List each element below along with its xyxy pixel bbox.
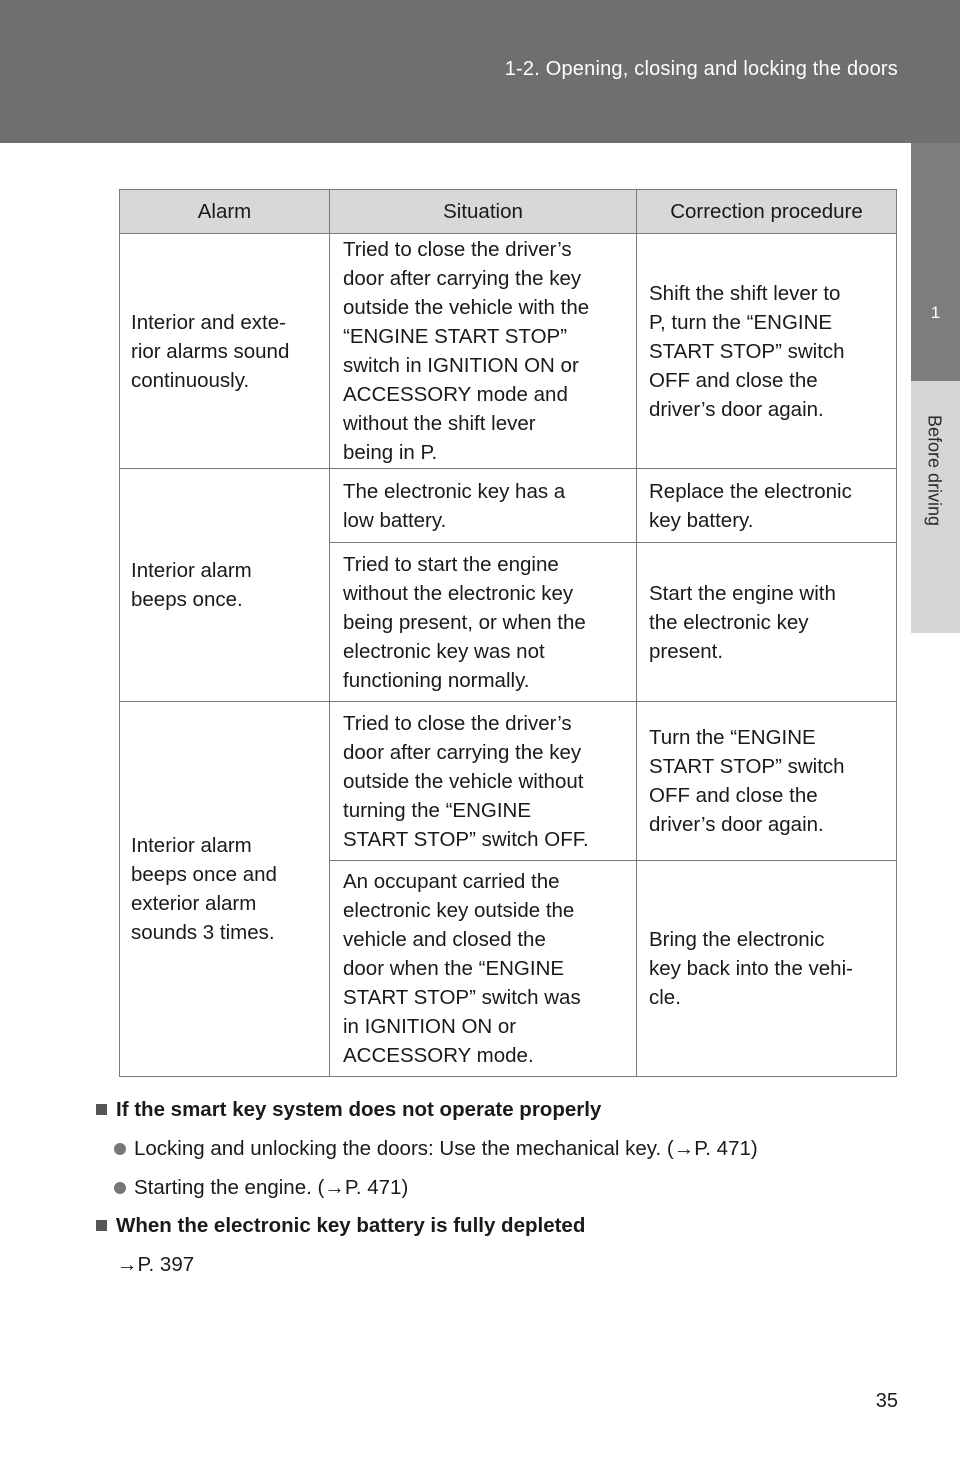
bullet-text: Locking and unlocking the doors: Use the mechanical key. (→P. 471) xyxy=(134,1137,758,1160)
chapter-number: 1 xyxy=(930,303,941,322)
situation-cell: The electronic key has a low battery. xyxy=(330,469,637,543)
bullet-text: Starting the engine. (→P. 471) xyxy=(134,1176,409,1199)
correction-cell: Start the engine with the electronic key present. xyxy=(637,543,897,702)
alarm-table xyxy=(119,189,897,1077)
situation-cell: Tried to close the driver’s door after carrying the key outside the vehicle without turning the “ENGINE START STOP” switch OFF. xyxy=(330,702,637,861)
alarm-cell: Interior alarm beeps once. xyxy=(120,469,330,702)
page-number: 35 xyxy=(875,1390,898,1412)
situation-cell: Tried to close the driver’s door after carrying the key outside the vehicle with the “ENGINE START STOP” switch in IGNITION ON or ACCESSORY mode and without the shift lever being in P. xyxy=(330,234,637,469)
alarm-cell: Interior and exte- rior alarms sound continuously. xyxy=(120,234,330,469)
header-correction: Correction procedure xyxy=(637,190,897,234)
table-row xyxy=(120,234,897,469)
correction-cell: Turn the “ENGINE START STOP” switch OFF and close the driver’s door again. xyxy=(637,702,897,861)
chapter-label: Before driving xyxy=(924,414,945,527)
situation-cell: Tried to start the engine without the electronic key being present, or when the electronic key was not functioning normally. xyxy=(330,543,637,702)
correction-cell: Replace the electronic key battery. xyxy=(637,469,897,543)
chapter-tab xyxy=(911,143,960,381)
section-heading-text: If the smart key system does not operate properly xyxy=(116,1098,602,1121)
section-title: 1-2. Opening, closing and locking the doors xyxy=(504,58,898,80)
round-bullet-icon xyxy=(114,1182,126,1194)
square-bullet-icon xyxy=(96,1220,107,1231)
section-heading-text: When the electronic key battery is fully depleted xyxy=(116,1214,586,1237)
situation-cell: An occupant carried the electronic key outside the vehicle and closed the door when the “ENGINE START STOP” switch was in IGNITION ON or ACCESSORY mode. xyxy=(330,861,637,1077)
correction-cell: Bring the electronic key back into the vehi- cle. xyxy=(637,861,897,1077)
square-bullet-icon xyxy=(96,1104,107,1115)
header-alarm: Alarm xyxy=(120,190,330,234)
alarm-cell: Interior alarm beeps once and exterior alarm sounds 3 times. xyxy=(120,702,330,1077)
header-situation: Situation xyxy=(330,190,637,234)
table-row xyxy=(120,469,897,543)
bullet-item xyxy=(114,1137,758,1161)
page-reference: →P. 397 xyxy=(117,1253,195,1276)
page-header-band xyxy=(0,0,960,143)
correction-cell: Shift the shift lever to P, turn the “ENGINE START STOP” switch OFF and close the driver’s door again. xyxy=(637,234,897,469)
table-header-row xyxy=(120,190,897,234)
round-bullet-icon xyxy=(114,1143,126,1155)
section-heading-battery xyxy=(96,1214,585,1238)
bullet-item xyxy=(114,1176,408,1200)
table-row xyxy=(120,702,897,861)
section-heading-smart-key xyxy=(96,1098,601,1122)
